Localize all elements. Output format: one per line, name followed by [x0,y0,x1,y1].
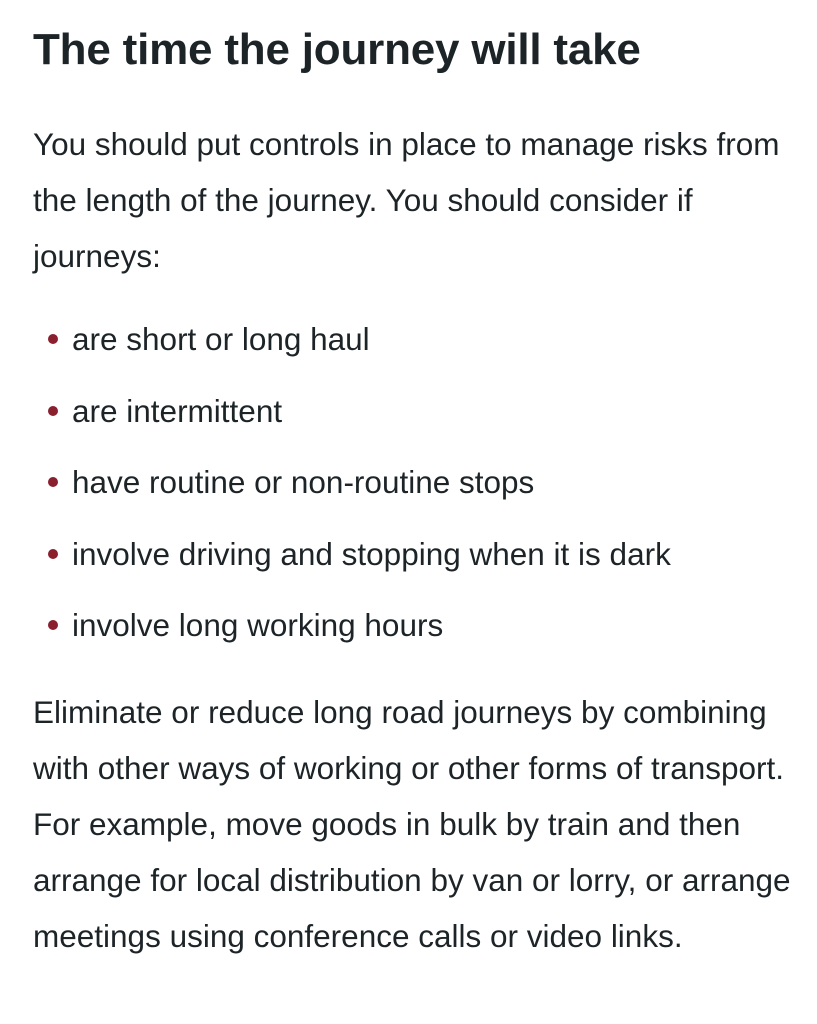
section-heading: The time the journey will take [33,25,641,74]
list-item [33,603,793,647]
bullet-icon [48,477,58,487]
list-item [33,532,793,576]
bullet-icon [48,334,58,344]
list-item [33,389,793,433]
list-item-text: are short or long haul [72,321,370,357]
list-item-text: are intermittent [72,392,283,429]
article-section [33,0,793,964]
bullet-icon [48,406,58,416]
list-item-text: have routine or non-routine stops [72,464,535,500]
bullet-icon [48,620,58,630]
outro-paragraph: Eliminate or reduce long road journeys by combining with other ways of working or other forms of transport. For example, move goods in bulk by train and then arrange for local distribution by van or lorry, or arrange meetings using conference calls or video links. [33,694,791,954]
list-item-text: involve long working hours [72,607,444,643]
intro-paragraph: You should put controls in place to manage risks from the length of the journey. You should consider if journeys: [33,126,780,274]
list-item-text: involve driving and stopping when it is dark [72,535,671,572]
list-item [33,460,793,504]
bullet-icon [48,549,58,559]
considerations-list [33,317,793,647]
list-item [33,317,793,361]
